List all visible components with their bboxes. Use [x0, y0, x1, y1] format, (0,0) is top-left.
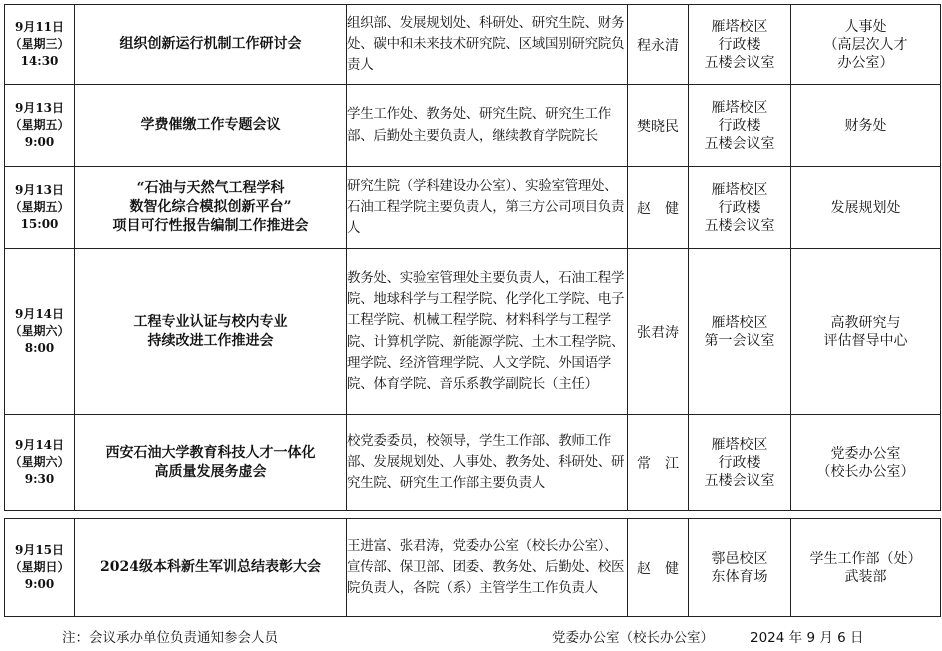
organizer-cell: [791, 5, 941, 85]
date-cell: [5, 5, 75, 85]
organizer-line: 发展规划处: [830, 199, 901, 216]
date-weekday: （星期六）: [9, 455, 70, 469]
date-weekday: （星期日）: [9, 560, 70, 574]
place-line: 雁塔校区: [711, 181, 768, 198]
date-cell: [5, 415, 75, 511]
host-cell: 常 江: [628, 415, 689, 511]
meeting-title: [75, 415, 347, 511]
organizer-line: 高教研究与: [830, 314, 901, 331]
place-line: 五楼会议室: [704, 135, 775, 152]
attendees-cell: 学生工作处、教务处、研究生院、研究生工作部、后勤处主要负责人，继续教育学院院长: [347, 85, 628, 167]
date-time: 14:30: [20, 54, 59, 68]
attendees-cell: 校党委委员，校领导，学生工作部、教师工作部、发展规划处、人事处、教务处、科研处、研究生院、研究生工作部主要负责人: [347, 415, 628, 511]
place-line: 雁塔校区: [711, 99, 768, 116]
meeting-title: [75, 249, 347, 415]
date-cell: [5, 519, 75, 617]
table-row: [5, 415, 941, 511]
organizer-cell: [791, 167, 941, 249]
meeting-title: [75, 85, 347, 167]
date-cell: [5, 249, 75, 415]
title-line: 高质量发展务虚会: [154, 463, 267, 480]
title-line: 西安石油大学教育科技人才一体化: [105, 444, 316, 461]
title-line: 2024级本科新生军训总结表彰大会: [100, 559, 321, 575]
location-cell: [689, 5, 791, 85]
date-day: 9月11日: [14, 20, 65, 34]
date-weekday: （星期五）: [9, 200, 70, 214]
host-cell: 程永清: [628, 5, 689, 85]
organizer-cell: [791, 415, 941, 511]
title-line: 学费催缴工作专题会议: [140, 117, 281, 133]
organizer-line: 武装部: [844, 568, 887, 585]
place-line: 五楼会议室: [704, 217, 775, 234]
organizer-line: 学生工作部（处）: [809, 550, 922, 567]
location-cell: [689, 249, 791, 415]
attendees-cell: 教务处、实验室管理处主要负责人，石油工程学院、地球科学与工程学院、化学化工学院、电子工程学院、机械工程学院、材料科学与工程学院、计算机学院、新能源学院、土木工程学院、理学院、经济管理学院、人文学院、外国语学院、体育学院、音乐系教学副院长（主任）: [347, 249, 628, 415]
place-line: 行政楼: [718, 117, 761, 134]
schedule-table: [4, 4, 941, 511]
date-time: 9:00: [24, 135, 55, 149]
attendees-cell: 王进富、张君涛，党委办公室（校长办公室）、宣传部、保卫部、团委、教务处、后勤处、校医院负责人，各院（系）主管学生工作负责人: [347, 519, 628, 617]
table-row: [5, 5, 941, 85]
location-cell: [689, 519, 791, 617]
title-line: 工程专业认证与校内专业: [133, 313, 288, 330]
date-weekday: （星期六）: [9, 324, 70, 338]
location-cell: [689, 415, 791, 511]
date-day: 9月14日: [14, 307, 65, 321]
place-line: 行政楼: [718, 199, 761, 216]
organizer-line: 办公室）: [837, 54, 894, 71]
footer-note: 注：会议承办单位负责通知参会人员: [62, 630, 278, 646]
meeting-title: [75, 519, 347, 617]
place-line: 第一会议室: [704, 332, 775, 349]
meeting-title: [75, 5, 347, 85]
date-day: 9月15日: [14, 543, 65, 557]
date-cell: [5, 167, 75, 249]
host-cell: 赵 健: [628, 519, 689, 617]
title-line: 组织创新运行机制工作研讨会: [119, 36, 302, 52]
footer-date: 2024 年 9 月 6 日: [750, 630, 864, 646]
title-line: 项目可行性报告编制工作推进会: [112, 218, 309, 234]
date-cell: [5, 85, 75, 167]
footer-issuer: 党委办公室（校长办公室）: [552, 630, 714, 646]
date-time: 15:00: [20, 217, 59, 231]
place-line: 鄠邑校区: [711, 550, 768, 567]
location-cell: [689, 85, 791, 167]
organizer-line: 财务处: [844, 117, 887, 134]
host-cell: 樊晓民: [628, 85, 689, 167]
organizer-cell: [791, 85, 941, 167]
title-line: “石油与天然气工程学科: [136, 180, 285, 196]
date-weekday: （星期三）: [9, 37, 70, 51]
organizer-cell: [791, 249, 941, 415]
title-line: 数智化综合模拟创新平台”: [129, 199, 292, 215]
organizer-line: （校长办公室）: [816, 463, 915, 480]
date-time: 8:00: [24, 341, 55, 355]
place-line: 五楼会议室: [704, 472, 775, 489]
host-cell: 赵 健: [628, 167, 689, 249]
organizer-line: 评估督导中心: [823, 332, 908, 349]
place-line: 雁塔校区: [711, 436, 768, 453]
place-line: 雁塔校区: [711, 314, 768, 331]
schedule-table-continued: [4, 518, 941, 617]
place-line: 行政楼: [718, 36, 761, 53]
organizer-cell: [791, 519, 941, 617]
organizer-line: 党委办公室: [830, 445, 901, 462]
date-time: 9:00: [24, 577, 55, 591]
table-row: [5, 167, 941, 249]
date-weekday: （星期五）: [9, 118, 70, 132]
table-row: [5, 249, 941, 415]
meeting-title: [75, 167, 347, 249]
table-row: [5, 519, 941, 617]
location-cell: [689, 167, 791, 249]
place-line: 雁塔校区: [711, 18, 768, 35]
place-line: 东体育场: [711, 568, 768, 585]
attendees-cell: 组织部、发展规划处、科研处、研究生院、财务处、碳中和未来技术研究院、区域国别研究院负责人: [347, 5, 628, 85]
date-day: 9月13日: [14, 183, 65, 197]
attendees-cell: 研究生院（学科建设办公室）、实验室管理处、石油工程学院主要负责人，第三方公司项目负责人: [347, 167, 628, 249]
organizer-line: （高层次人才: [823, 36, 908, 53]
place-line: 五楼会议室: [704, 54, 775, 71]
date-day: 9月14日: [14, 438, 65, 452]
organizer-line: 人事处: [844, 18, 887, 35]
date-day: 9月13日: [14, 101, 65, 115]
date-time: 9:30: [24, 472, 55, 486]
host-cell: 张君涛: [628, 249, 689, 415]
title-line: 持续改进工作推进会: [147, 332, 274, 349]
table-row: [5, 85, 941, 167]
place-line: 行政楼: [718, 454, 761, 471]
